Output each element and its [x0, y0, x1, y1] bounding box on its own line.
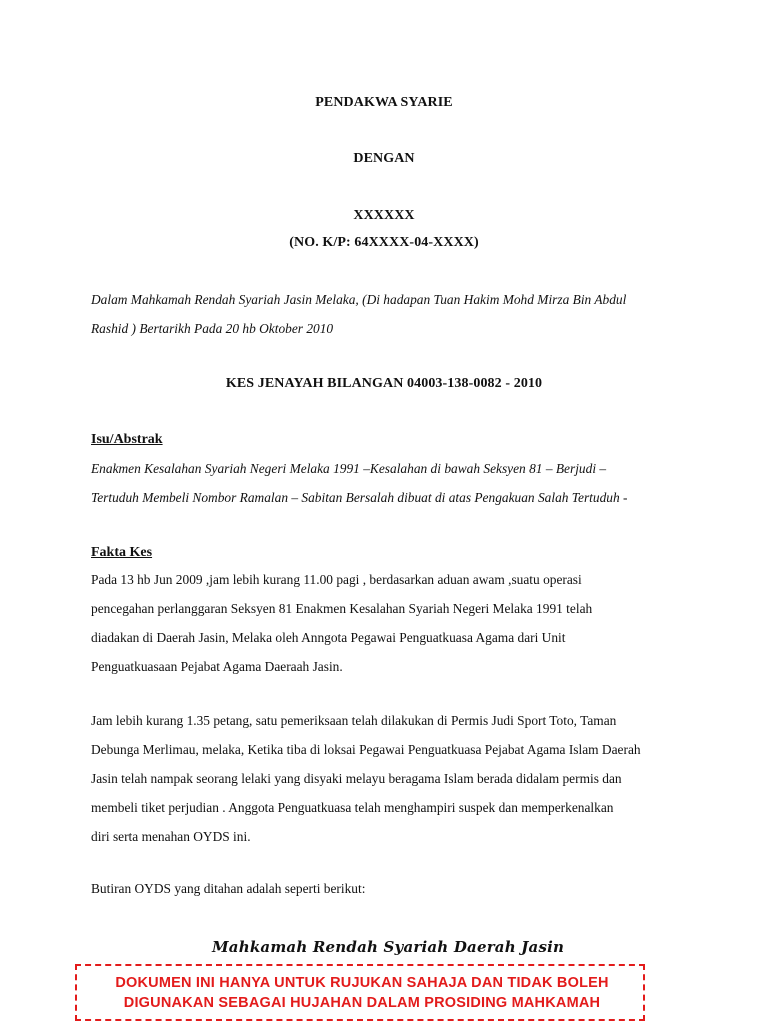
disclaimer-line-1: DOKUMEN INI HANYA UNTUK RUJUKAN SAHAJA DAN TIDAK BOLEH: [115, 975, 609, 991]
disclaimer-stamp: [75, 964, 645, 1021]
court-name-script: Mahkamah Rendah Syariah Daerah Jasin: [212, 938, 565, 956]
facts-p1-line-4: Penguatkuasaan Pejabat Agama Daeraah Jasin.: [91, 659, 343, 674]
court-line-1: Dalam Mahkamah Rendah Syariah Jasin Melaka, (Di hadapan Tuan Hakim Mohd Mirza Bin Abdul: [91, 292, 627, 307]
issue-heading: Isu/Abstrak: [91, 432, 163, 447]
facts-p2-line-4: membeli tiket perjudian . Anggota Penguatkuasa telah menghampiri suspek dan memperkenalkan: [91, 800, 614, 815]
case-number: KES JENAYAH BILANGAN 04003-138-0082 - 2010: [225, 376, 543, 391]
facts-p3: Butiran OYDS yang ditahan adalah seperti berikut:: [91, 881, 366, 896]
party-accused: XXXXXX: [353, 208, 415, 223]
issue-line-1: Enakmen Kesalahan Syariah Negeri Melaka 1991 –Kesalahan di bawah Seksyen 81 – Berjudi –: [91, 461, 607, 476]
facts-p2-line-3: Jasin telah nampak seorang lelaki yang disyaki melayu beragama Islam berada didalam permis dan: [91, 771, 622, 786]
party-prosecutor: PENDAKWA SYARIE: [315, 95, 453, 110]
disclaimer-line-2: DIGUNAKAN SEBAGAI HUJAHAN DALAM PROSIDING MAHKAMAH: [123, 995, 601, 1011]
facts-p1-line-2: pencegahan perlanggaran Seksyen 81 Enakmen Kesalahan Syariah Negeri Melaka 1991 telah: [91, 601, 593, 616]
facts-p1-line-1: Pada 13 hb Jun 2009 ,jam lebih kurang 11.00 pagi , berdasarkan aduan awam ,suatu operasi: [91, 572, 582, 587]
facts-p2-line-2: Debunga Merlimau, melaka, Ketika tiba di loksai Pegawai Penguatkuasa Pejabat Agama Islam Daerah: [91, 742, 641, 757]
facts-p1-line-3: diadakan di Daerah Jasin, Melaka oleh Anngota Pegawai Penguatkuasa Agama dari Unit: [91, 630, 566, 645]
versus-label: DENGAN: [353, 151, 415, 166]
facts-heading: Fakta Kes: [91, 545, 153, 560]
ic-number: (NO. K/P: 64XXXX-04-XXXX): [289, 235, 479, 250]
issue-line-2: Tertuduh Membeli Nombor Ramalan – Sabitan Bersalah dibuat di atas Pengakuan Salah Tertuduh -: [91, 490, 628, 505]
facts-p2-line-1: Jam lebih kurang 1.35 petang, satu pemeriksaan telah dilakukan di Permis Judi Sport Toto, Taman: [91, 713, 617, 728]
court-line-2: Rashid ) Bertarikh Pada 20 hb Oktober 2010: [91, 321, 334, 336]
facts-p2-line-5: diri serta menahan OYDS ini.: [91, 829, 251, 844]
